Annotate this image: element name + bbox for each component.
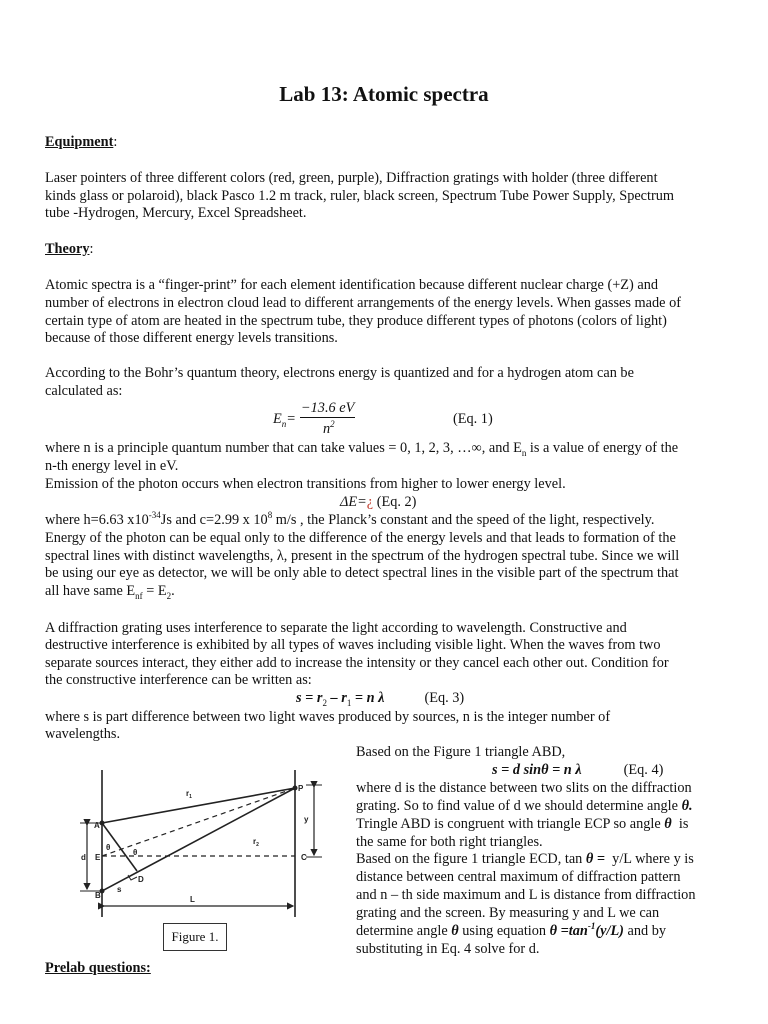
paragraph-line: kinds glass or polaroid), black Pasco 1.2 m track, ruler, black screen, Spectrum Tube Power Supply, Spectrum bbox=[45, 188, 675, 204]
theory-heading-text: Theory bbox=[45, 241, 90, 257]
text: . bbox=[689, 798, 693, 814]
equation-4 bbox=[492, 761, 663, 779]
paragraph-line: where d is the distance between two slits on the diffraction bbox=[356, 780, 692, 796]
text: Tringle ABD is congruent with triangle ECP so angle bbox=[356, 816, 665, 832]
label-a: A bbox=[94, 821, 100, 830]
text: using equation bbox=[458, 923, 550, 939]
paragraph-line: the same for both right triangles. bbox=[356, 834, 543, 850]
eq-glyph: ¿ bbox=[366, 494, 374, 510]
equipment-heading-text: Equipment bbox=[45, 134, 114, 150]
paragraph-line bbox=[356, 922, 666, 940]
label-d-point: D bbox=[138, 875, 144, 884]
sub: nf bbox=[135, 590, 143, 601]
theta-symbol: θ bbox=[451, 923, 459, 939]
label-e: E bbox=[95, 853, 101, 862]
paragraph-line bbox=[45, 582, 175, 600]
paragraph-line: Emission of the photon occurs when electron transitions from higher to lower energy level. bbox=[45, 476, 566, 492]
eq-sign: = bbox=[286, 411, 296, 427]
paragraph-line: the constructive interference can be written as: bbox=[45, 672, 312, 688]
theta-symbol: θ bbox=[549, 923, 558, 939]
paragraph-line bbox=[45, 511, 654, 529]
dashed-ep bbox=[102, 788, 295, 856]
eq-part: = n λ bbox=[351, 690, 385, 706]
eq-sub: n bbox=[281, 418, 287, 429]
paragraph-line: grating and the screen. By measuring y and L we can bbox=[356, 905, 660, 921]
paragraph-line: destructive interference is exhibited by all types of waves including visible light. When the waves from two bbox=[45, 637, 661, 653]
figure-caption: Figure 1. bbox=[163, 923, 227, 951]
eq-lhs: ΔE= bbox=[340, 494, 367, 510]
prelab-heading: Prelab questions: bbox=[45, 960, 151, 976]
eq4-label: (Eq. 4) bbox=[623, 762, 664, 778]
eq4-expr: s = d sinθ = n λ bbox=[492, 762, 582, 778]
sub: 2 bbox=[256, 842, 259, 848]
label-s: s bbox=[117, 885, 122, 894]
paragraph-line: where s is part difference between two light waves produced by sources, n is the integer number of bbox=[45, 709, 611, 725]
text: (y/L) bbox=[595, 923, 624, 939]
paragraph-line: calculated as: bbox=[45, 383, 123, 399]
equation-3 bbox=[296, 689, 464, 707]
text: is a value of energy of the bbox=[526, 440, 679, 456]
eq-lhs: E bbox=[273, 411, 282, 427]
label-y: y bbox=[304, 815, 309, 824]
text: and by bbox=[623, 923, 667, 939]
paragraph-line: separate sources interact, they either add to increase the intensity or they cancel each other out. Condition for bbox=[45, 655, 669, 671]
text: Based on the figure 1 triangle ECD, tan bbox=[356, 851, 586, 867]
text: grating. So to find value of d we should determine angle bbox=[356, 798, 682, 814]
text: determine angle bbox=[356, 923, 452, 939]
colon: : bbox=[113, 134, 118, 150]
text: = E bbox=[142, 583, 167, 599]
text: Js and c=2.99 x 10 bbox=[160, 512, 268, 528]
sub: 2 bbox=[322, 697, 327, 708]
theta-symbol: θ bbox=[664, 816, 672, 832]
paragraph-line bbox=[356, 797, 693, 815]
eq1-exponent: 2 bbox=[330, 419, 335, 430]
equation-2 bbox=[340, 493, 416, 511]
text: m/s , the Planck’s constant and the speed of the light, respectively. bbox=[272, 512, 655, 528]
label-l: L bbox=[190, 895, 195, 904]
sub: n bbox=[521, 447, 527, 458]
label-b: B bbox=[95, 891, 101, 900]
r: r bbox=[186, 789, 190, 798]
text: all have same E bbox=[45, 583, 136, 599]
label-r1 bbox=[186, 789, 192, 800]
paragraph-line: Based on the Figure 1 triangle ABD, bbox=[356, 744, 566, 760]
paragraph-line: because of those different energy levels transitions. bbox=[45, 330, 338, 346]
text: y/L where y is bbox=[608, 851, 694, 867]
paragraph-line bbox=[356, 815, 688, 833]
paragraph-line: substituting in Eq. 4 solve for d. bbox=[356, 941, 540, 957]
text: where h=6.63 x10 bbox=[45, 512, 149, 528]
ray-r1 bbox=[102, 788, 295, 823]
label-p: P bbox=[298, 784, 304, 793]
paragraph-line: number of electrons in electron cloud lead to different arrangements of the energy levels. When gasses made of bbox=[45, 295, 681, 311]
eq-part: – r bbox=[326, 690, 347, 706]
equipment-heading bbox=[45, 133, 117, 151]
paragraph-line: spectral lines with distinct wavelengths, λ, present in the spectrum of the hydrogen spectral tube. Since we will bbox=[45, 548, 680, 564]
paragraph-line: wavelengths. bbox=[45, 726, 121, 742]
text: is bbox=[671, 816, 689, 832]
point-p bbox=[293, 786, 298, 791]
paragraph-line: and n – th side maximum and L is distance from diffraction bbox=[356, 887, 696, 903]
paragraph-line: distance between central maximum of diffraction pattern bbox=[356, 869, 681, 885]
r: r bbox=[253, 837, 257, 846]
ray-r2 bbox=[102, 788, 295, 891]
label-theta-2: θ bbox=[133, 848, 138, 857]
sup: -1 bbox=[587, 921, 596, 932]
colon: : bbox=[89, 241, 94, 257]
text: . bbox=[171, 583, 175, 599]
eq1-numerator: −13.6 eV bbox=[301, 400, 355, 416]
eq1-denominator: n bbox=[323, 421, 331, 437]
theta-symbol: θ bbox=[585, 851, 594, 867]
eq2-label: (Eq. 2) bbox=[373, 494, 417, 510]
text: =tan bbox=[557, 923, 588, 939]
paragraph-line bbox=[356, 850, 694, 868]
sub: 1 bbox=[346, 697, 352, 708]
text: where n is a principle quantum number that can take values = 0, 1, 2, 3, …∞, and E bbox=[45, 440, 522, 456]
label-c: C bbox=[301, 853, 307, 862]
label-theta-1: θ bbox=[106, 843, 111, 852]
theta-symbol: θ bbox=[681, 798, 689, 814]
sup: 8 bbox=[267, 510, 273, 521]
sup: -34 bbox=[148, 510, 161, 521]
eq-part: s = r bbox=[296, 690, 323, 706]
eq3-label: (Eq. 3) bbox=[424, 690, 465, 706]
paragraph-line: Energy of the photon can be equal only to the difference of the energy levels and that leads to formation of the bbox=[45, 530, 676, 546]
label-d: d bbox=[81, 853, 86, 862]
page-title: Lab 13: Atomic spectra bbox=[279, 82, 489, 106]
paragraph-line: According to the Bohr’s quantum theory, electrons energy is quantized and for a hydrogen atom can be bbox=[45, 365, 634, 381]
paragraph-line: n-th energy level in eV. bbox=[45, 458, 179, 474]
sub: 2 bbox=[166, 590, 172, 601]
sub: 1 bbox=[189, 794, 192, 800]
paragraph-line: Laser pointers of three different colors (red, green, purple), Diffraction gratings with holder (three different bbox=[45, 170, 658, 186]
theory-heading bbox=[45, 240, 93, 258]
paragraph-line bbox=[45, 439, 678, 457]
paragraph-line: certain type of atom are heated in the spectrum tube, they produce different types of photons (colors of light) bbox=[45, 313, 667, 329]
paragraph-line: tube -Hydrogen, Mercury, Excel Spreadsheet. bbox=[45, 205, 307, 221]
label-r2 bbox=[253, 837, 259, 848]
eq1-label: (Eq. 1) bbox=[453, 411, 493, 427]
paragraph-line: Atomic spectra is a “finger-print” for each element identification because different nuclear charge (+Z) and bbox=[45, 277, 658, 293]
paragraph-line: A diffraction grating uses interference to separate the light according to wavelength. Constructive and bbox=[45, 620, 627, 636]
text: = bbox=[593, 851, 609, 867]
paragraph-line: be using our eye as detector, we will be only able to detect spectral lines in the visible part of the spectrum that bbox=[45, 565, 679, 581]
point-a bbox=[100, 821, 105, 826]
